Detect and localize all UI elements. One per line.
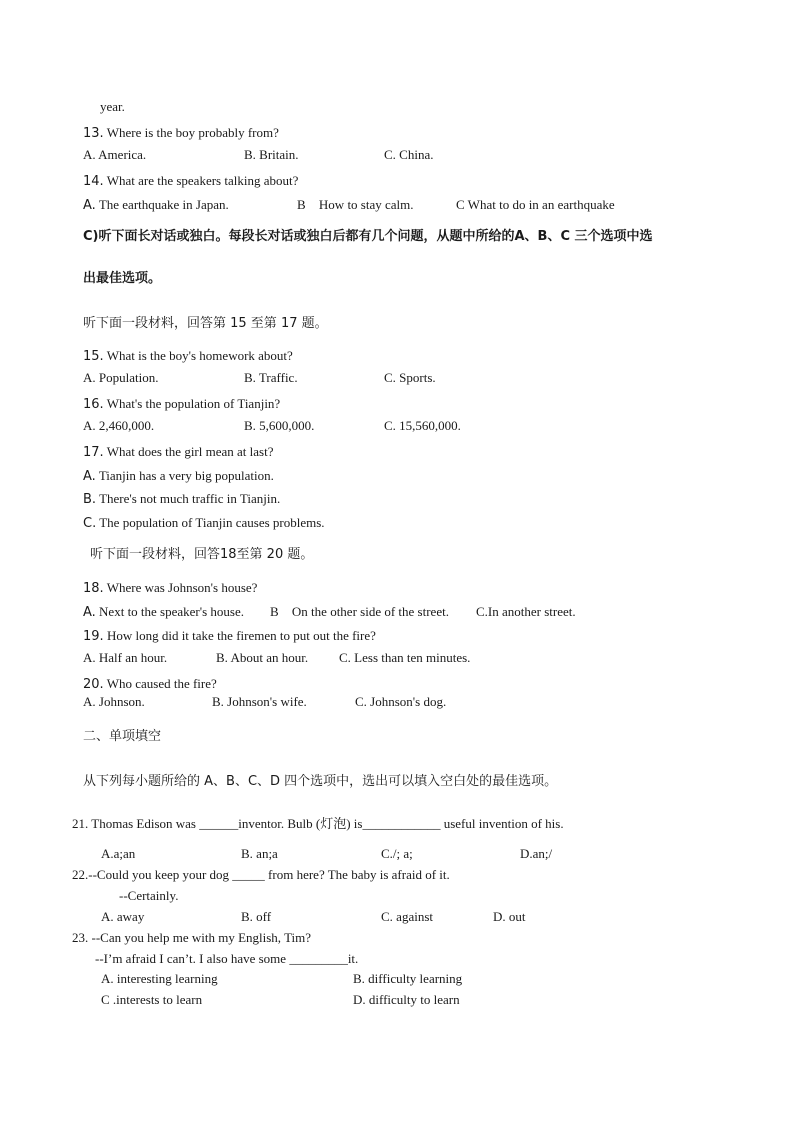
option-text: The earthquake in Japan. bbox=[98, 197, 229, 212]
question-text: Who caused the fire? bbox=[106, 676, 217, 691]
option-b: B. Traffic. bbox=[244, 370, 298, 385]
question-18 bbox=[83, 580, 257, 597]
question-17 bbox=[83, 444, 273, 461]
option-c: C. 15,560,000. bbox=[384, 418, 461, 433]
question-text: What's the population of Tianjin? bbox=[106, 396, 281, 411]
question-number: 17. bbox=[83, 445, 104, 460]
option-a bbox=[83, 468, 274, 485]
option-b: B. an;a bbox=[241, 846, 278, 861]
question-number: 14. bbox=[83, 174, 104, 189]
option-a: A. Population. bbox=[83, 370, 159, 385]
option-c bbox=[83, 515, 325, 532]
option-letter: B bbox=[297, 197, 306, 212]
question-number: 15. bbox=[83, 349, 104, 364]
question-text: Where is the boy probably from? bbox=[106, 125, 279, 140]
option-a: A. Half an hour. bbox=[83, 650, 168, 665]
option-b: B. Johnson's wife. bbox=[212, 694, 307, 709]
continuation-text: year. bbox=[100, 99, 125, 114]
option-c: C./; a; bbox=[381, 846, 413, 861]
option-a: A. interesting learning bbox=[101, 971, 218, 986]
section-c-instruction-cont: 出最佳选项。 bbox=[83, 271, 162, 286]
question-20 bbox=[83, 676, 217, 693]
option-text: There's not much traffic in Tianjin. bbox=[99, 491, 281, 506]
question-13 bbox=[83, 125, 279, 142]
option-b bbox=[270, 604, 449, 620]
option-b bbox=[83, 491, 280, 508]
section-c-instruction: C)听下面长对话或独白。每段长对话或独白后都有几个问题，从题中所给的A、B、C 三个选项中选 bbox=[83, 229, 653, 244]
option-a bbox=[83, 197, 229, 214]
option-b: B. difficulty learning bbox=[353, 971, 463, 986]
question-21-stem: 21. Thomas Edison was ______inventor. Bulb (灯泡) is____________ useful invention of his. bbox=[72, 816, 564, 831]
material-heading: 听下面一段材料，回答18至第 20 题。 bbox=[90, 547, 314, 562]
option-text: How to stay calm. bbox=[318, 197, 414, 212]
question-text: What does the girl mean at last? bbox=[106, 444, 274, 459]
option-b: B. off bbox=[241, 909, 272, 924]
option-text: On the other side of the street. bbox=[291, 604, 449, 619]
option-text: Next to the speaker's house. bbox=[99, 604, 244, 619]
question-number: 18. bbox=[83, 581, 104, 596]
question-14 bbox=[83, 173, 298, 190]
question-number: 20. bbox=[83, 677, 104, 692]
question-text: What is the boy's homework about? bbox=[106, 348, 293, 363]
option-d: D. difficulty to learn bbox=[353, 992, 460, 1007]
option-c: C. China. bbox=[384, 147, 434, 162]
question-23-stem: 23. --Can you help me with my English, Tim? bbox=[72, 930, 312, 945]
option-letter: A. bbox=[83, 605, 96, 620]
option-c: C. Johnson's dog. bbox=[355, 694, 447, 709]
option-c: C. against bbox=[381, 909, 433, 924]
option-letter: A. bbox=[83, 198, 96, 213]
option-c: C.In another street. bbox=[476, 604, 576, 619]
option-b: B. Britain. bbox=[244, 147, 299, 162]
question-text: Where was Johnson's house? bbox=[106, 580, 258, 595]
option-c: C. Sports. bbox=[384, 370, 436, 385]
option-a: A.a;an bbox=[101, 846, 136, 861]
option-letter: C. bbox=[83, 516, 97, 531]
option-c: C. Less than ten minutes. bbox=[339, 650, 471, 665]
option-letter: B bbox=[270, 604, 279, 619]
question-text: What are the speakers talking about? bbox=[106, 173, 299, 188]
option-a: A. away bbox=[101, 909, 145, 924]
part-title: 二、单项填空 bbox=[83, 729, 162, 744]
question-15 bbox=[83, 348, 293, 365]
option-b bbox=[297, 197, 414, 213]
option-d: D. out bbox=[493, 909, 526, 924]
question-text: How long did it take the firemen to put out the fire? bbox=[106, 628, 376, 643]
option-a: A. America. bbox=[83, 147, 147, 162]
question-number: 16. bbox=[83, 397, 104, 412]
option-b: B. 5,600,000. bbox=[244, 418, 315, 433]
question-number: 19. bbox=[83, 629, 104, 644]
part-instruction: 从下列每小题所给的 A、B、C、D 四个选项中，选出可以填入空白处的最佳选项。 bbox=[83, 774, 558, 789]
question-22-reply: --Certainly. bbox=[119, 888, 179, 903]
option-text: Tianjin has a very big population. bbox=[98, 468, 274, 483]
question-16 bbox=[83, 396, 280, 413]
question-22-stem: 22.--Could you keep your dog _____ from here? The baby is afraid of it. bbox=[72, 867, 450, 882]
option-c: C What to do in an earthquake bbox=[456, 197, 615, 212]
option-d: D.an;/ bbox=[520, 846, 553, 861]
material-heading: 听下面一段材料，回答第 15 至第 17 题。 bbox=[83, 316, 328, 331]
option-b: B. About an hour. bbox=[216, 650, 309, 665]
option-letter: A. bbox=[83, 469, 96, 484]
question-number: 13. bbox=[83, 126, 104, 141]
option-a: A. Johnson. bbox=[83, 694, 145, 709]
option-a: A. 2,460,000. bbox=[83, 418, 155, 433]
question-23-reply: --I’m afraid I can’t. I also have some _________it. bbox=[95, 951, 359, 966]
option-letter: B. bbox=[83, 492, 97, 507]
question-19 bbox=[83, 628, 376, 645]
option-c: C .interests to learn bbox=[101, 992, 203, 1007]
option-a bbox=[83, 604, 244, 621]
option-text: The population of Tianjin causes problems. bbox=[99, 515, 325, 530]
